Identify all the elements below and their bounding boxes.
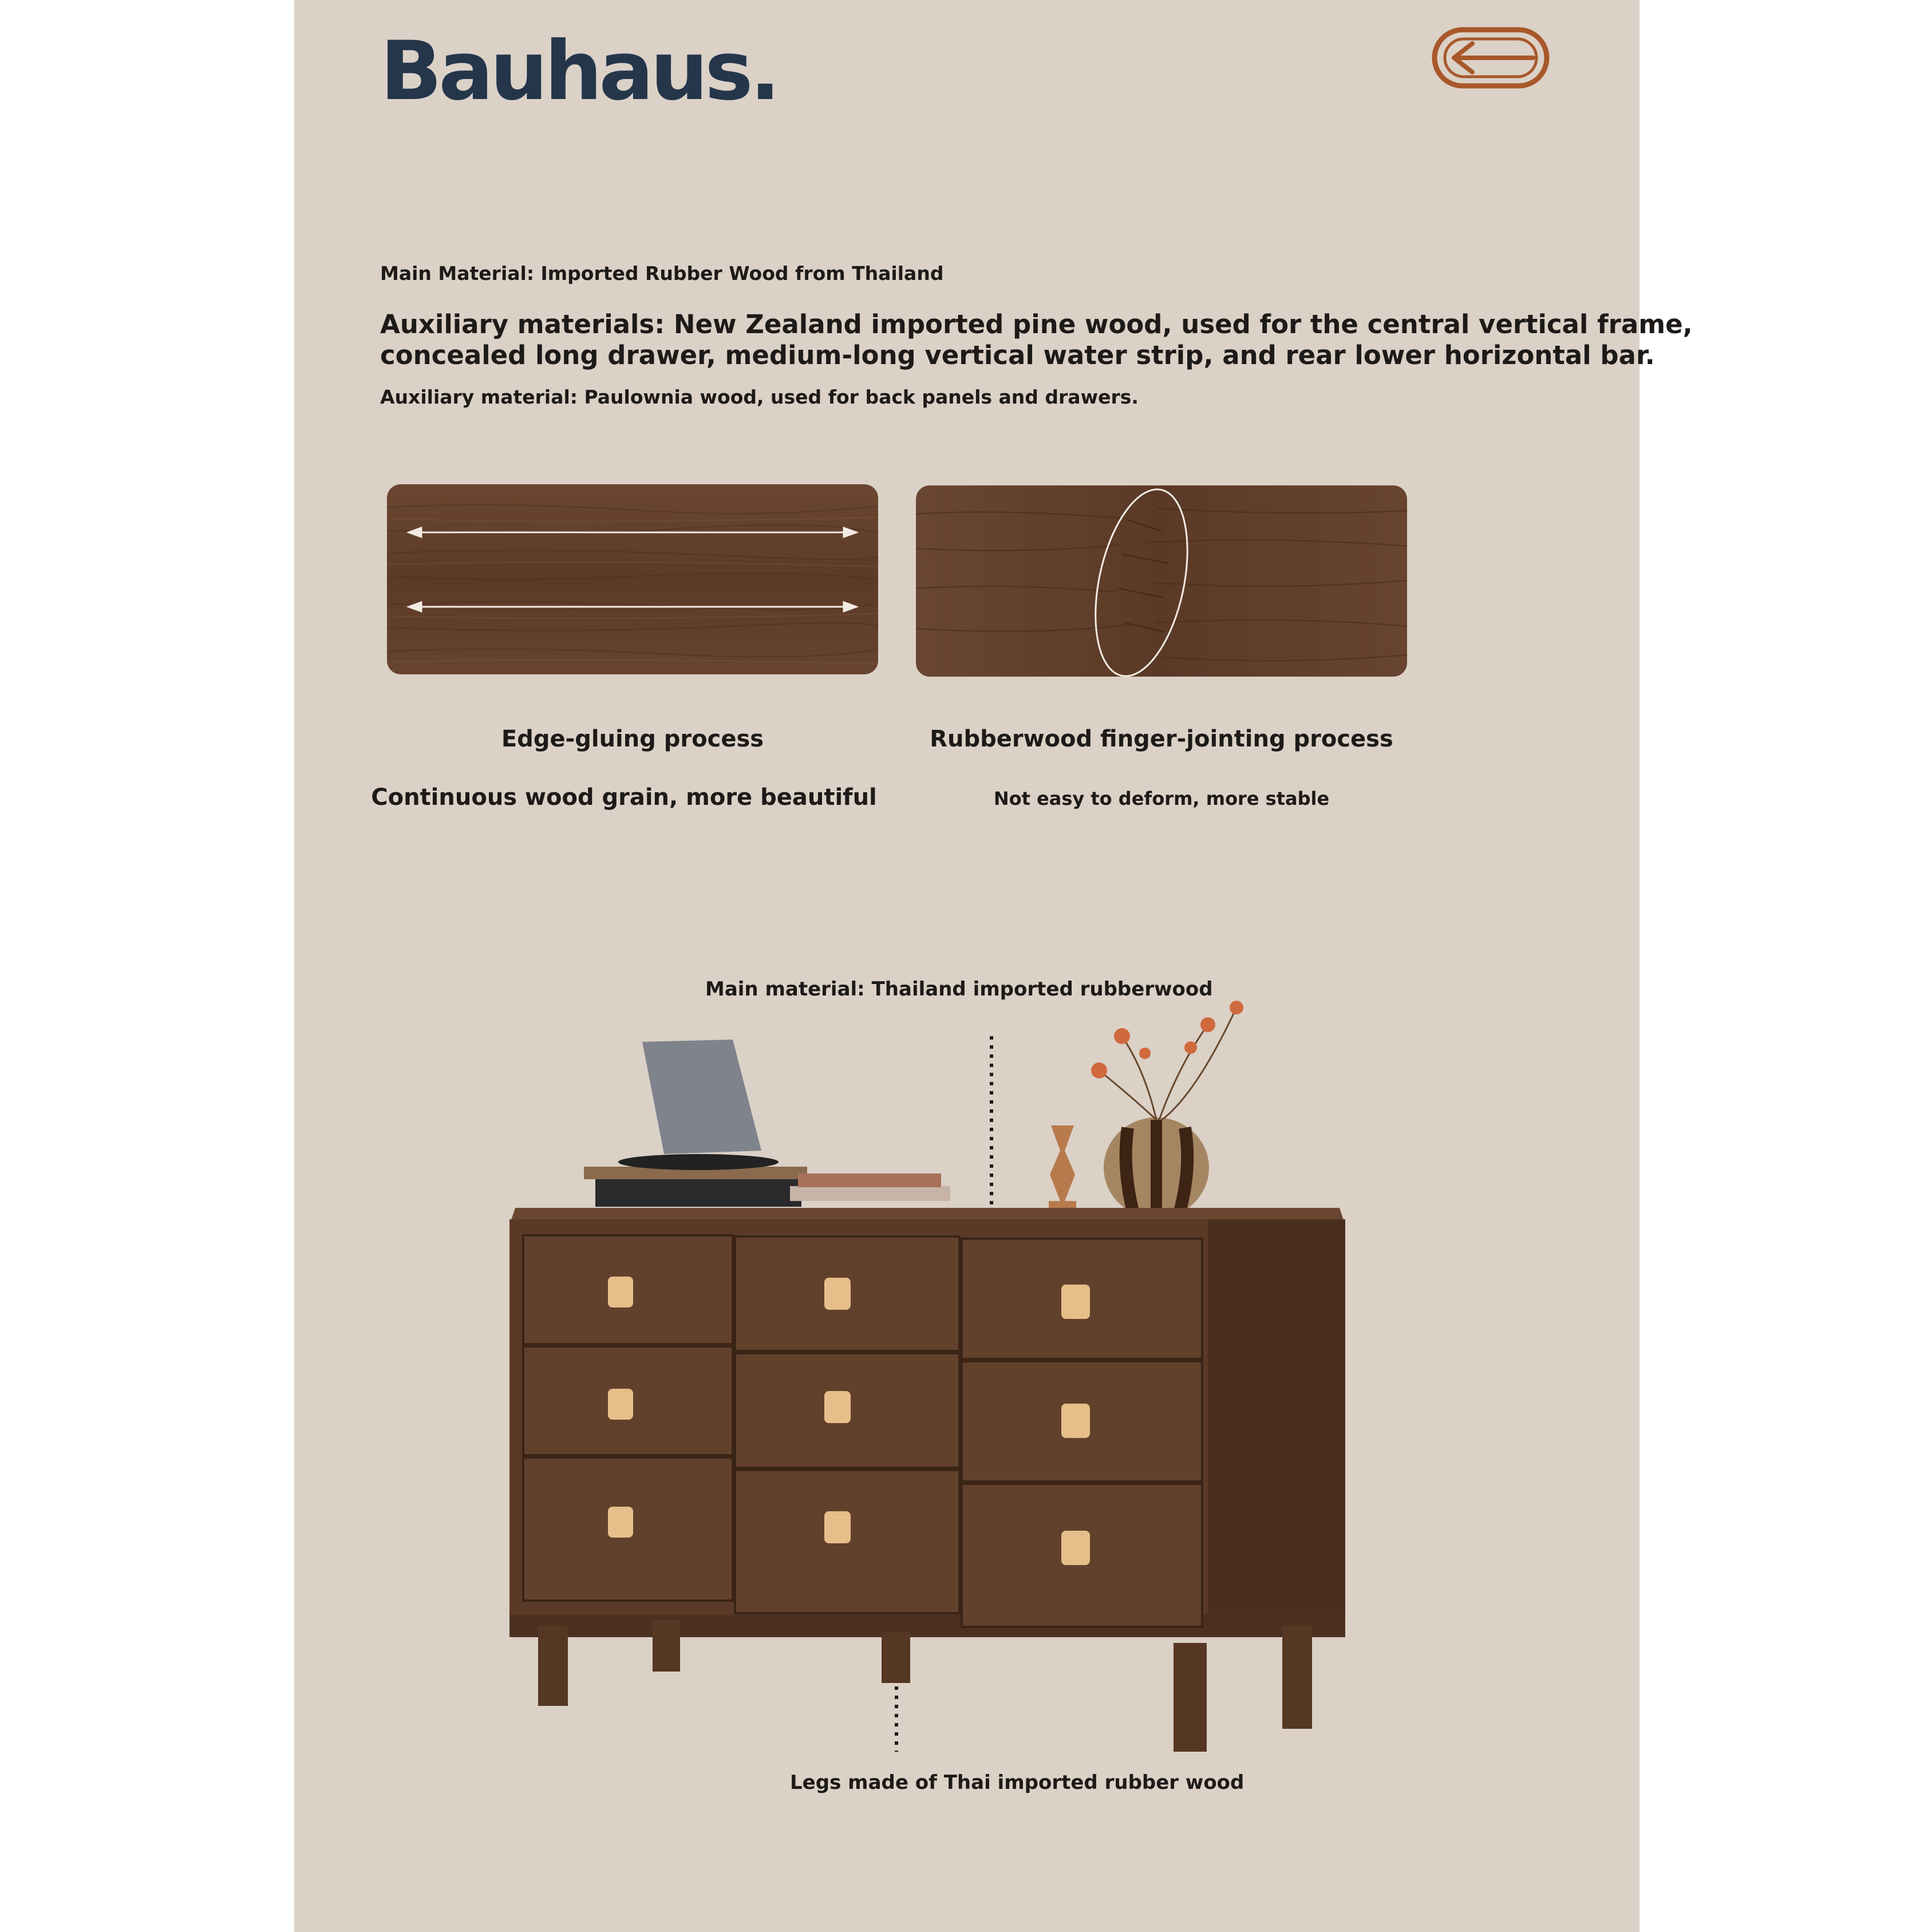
finger-jointing-title: Rubberwood finger-jointing process <box>930 726 1393 752</box>
dresser-illustration <box>492 985 1362 1763</box>
dresser-legs <box>538 1620 1312 1752</box>
finger-jointing-sample-image <box>916 485 1407 677</box>
record-player <box>584 1040 807 1207</box>
back-button[interactable] <box>1431 26 1550 89</box>
book <box>798 1174 941 1187</box>
arrow-left-icon <box>1435 30 1547 86</box>
finger-jointing-description: Not easy to deform, more stable <box>993 788 1330 809</box>
brand-logo[interactable]: Bauhaus. <box>380 24 777 118</box>
edge-gluing-title: Edge-gluing process <box>501 726 764 752</box>
book <box>790 1186 950 1201</box>
edge-gluing-description: Continuous wood grain, more beautiful <box>371 784 877 811</box>
vase <box>1104 1117 1209 1218</box>
main-material-text: Main Material: Imported Rubber Wood from Thailand <box>380 262 944 285</box>
edge-gluing-sample-image <box>387 484 878 674</box>
wooden-ornament <box>1049 1125 1076 1208</box>
auxiliary-materials-text <box>380 309 1693 371</box>
leg-annotation: Legs made of Thai imported rubber wood <box>790 1771 1244 1794</box>
auxiliary-secondary-text: Auxiliary material: Paulownia wood, used for back panels and drawers. <box>380 386 1139 408</box>
auxiliary-line-1: Auxiliary materials: New Zealand imported pine wood, used for the central vertical frame, <box>380 309 1693 339</box>
top-annotation: Main material: Thailand imported rubberwood <box>705 978 1213 1001</box>
auxiliary-line-2: concealed long drawer, medium-long vertical water strip, and rear lower horizontal bar. <box>380 340 1655 370</box>
flower-stems <box>1099 1008 1236 1120</box>
